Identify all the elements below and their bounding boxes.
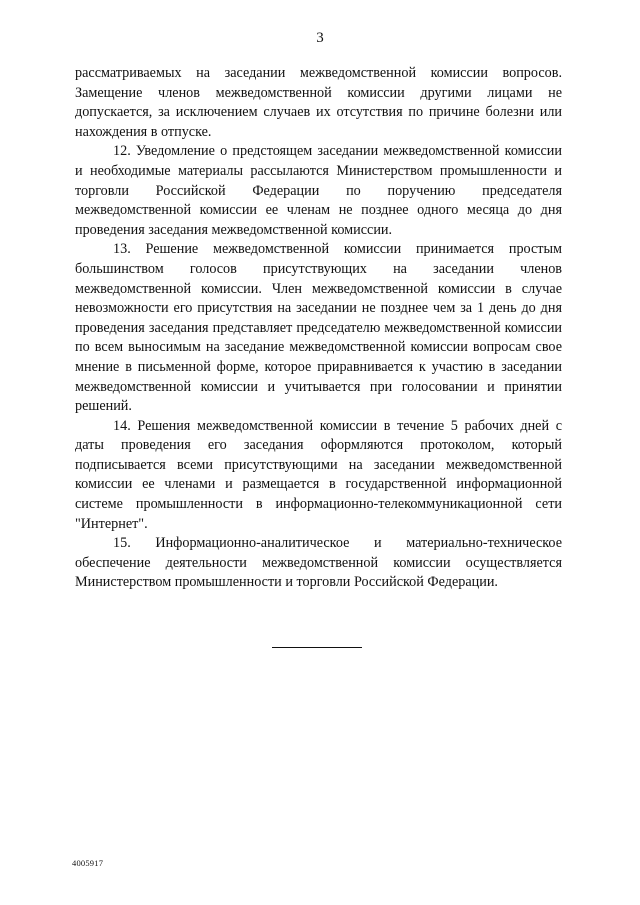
document-body: [75, 64, 562, 593]
paragraph-continuation: рассматриваемых на заседании межведомственной комиссии вопросов. Замещение членов межведомственной комиссии другими лицами не допускается, за исключением случаев их отсутствия по причине болезни или нахождения в отпуске.: [75, 65, 562, 140]
page-number: 3: [316, 30, 324, 46]
paragraph-12: 12. Уведомление о предстоящем заседании межведомственной комиссии и необходимые материалы рассылаются Министерством промышленности и торговли Российской Федерации по поручению председателя межведомственной комиссии ее членам не позднее одного месяца до дня проведения заседания межведомственной комиссии.: [75, 143, 562, 238]
paragraph-13: 13. Решение межведомственной комиссии принимается простым большинством голосов присутствующих на заседании членов межведомственной комиссии. Член межведомственной комиссии в случае невозможности его присутствия на заседании не позднее чем за 1 день до дня проведения заседания представляет председателю межведомственной комиссии по всем выносимым на заседание межведомственной комиссии вопросам свое мнение в письменной форме, которое приравнивается к участию в заседании межведомственной комиссии и учитывается при голосовании и принятии решений.: [75, 241, 562, 415]
paragraph-14: 14. Решения межведомственной комиссии в течение 5 рабочих дней с даты проведения его заседания оформляются протоколом, который подписывается всеми присутствующими на заседании межведомственной комиссии ее членами и размещается в государственной информационной системе промышленности в информационно-телекоммуникационной сети "Интернет".: [75, 417, 562, 532]
end-of-text-divider: [272, 647, 362, 648]
paragraph-15: 15. Информационно-аналитическое и материально-техническое обеспечение деятельности межведомственной комиссии осуществляется Министерством промышленности и торговли Российской Федерации.: [75, 535, 562, 591]
document-code: 4005917: [72, 858, 104, 868]
